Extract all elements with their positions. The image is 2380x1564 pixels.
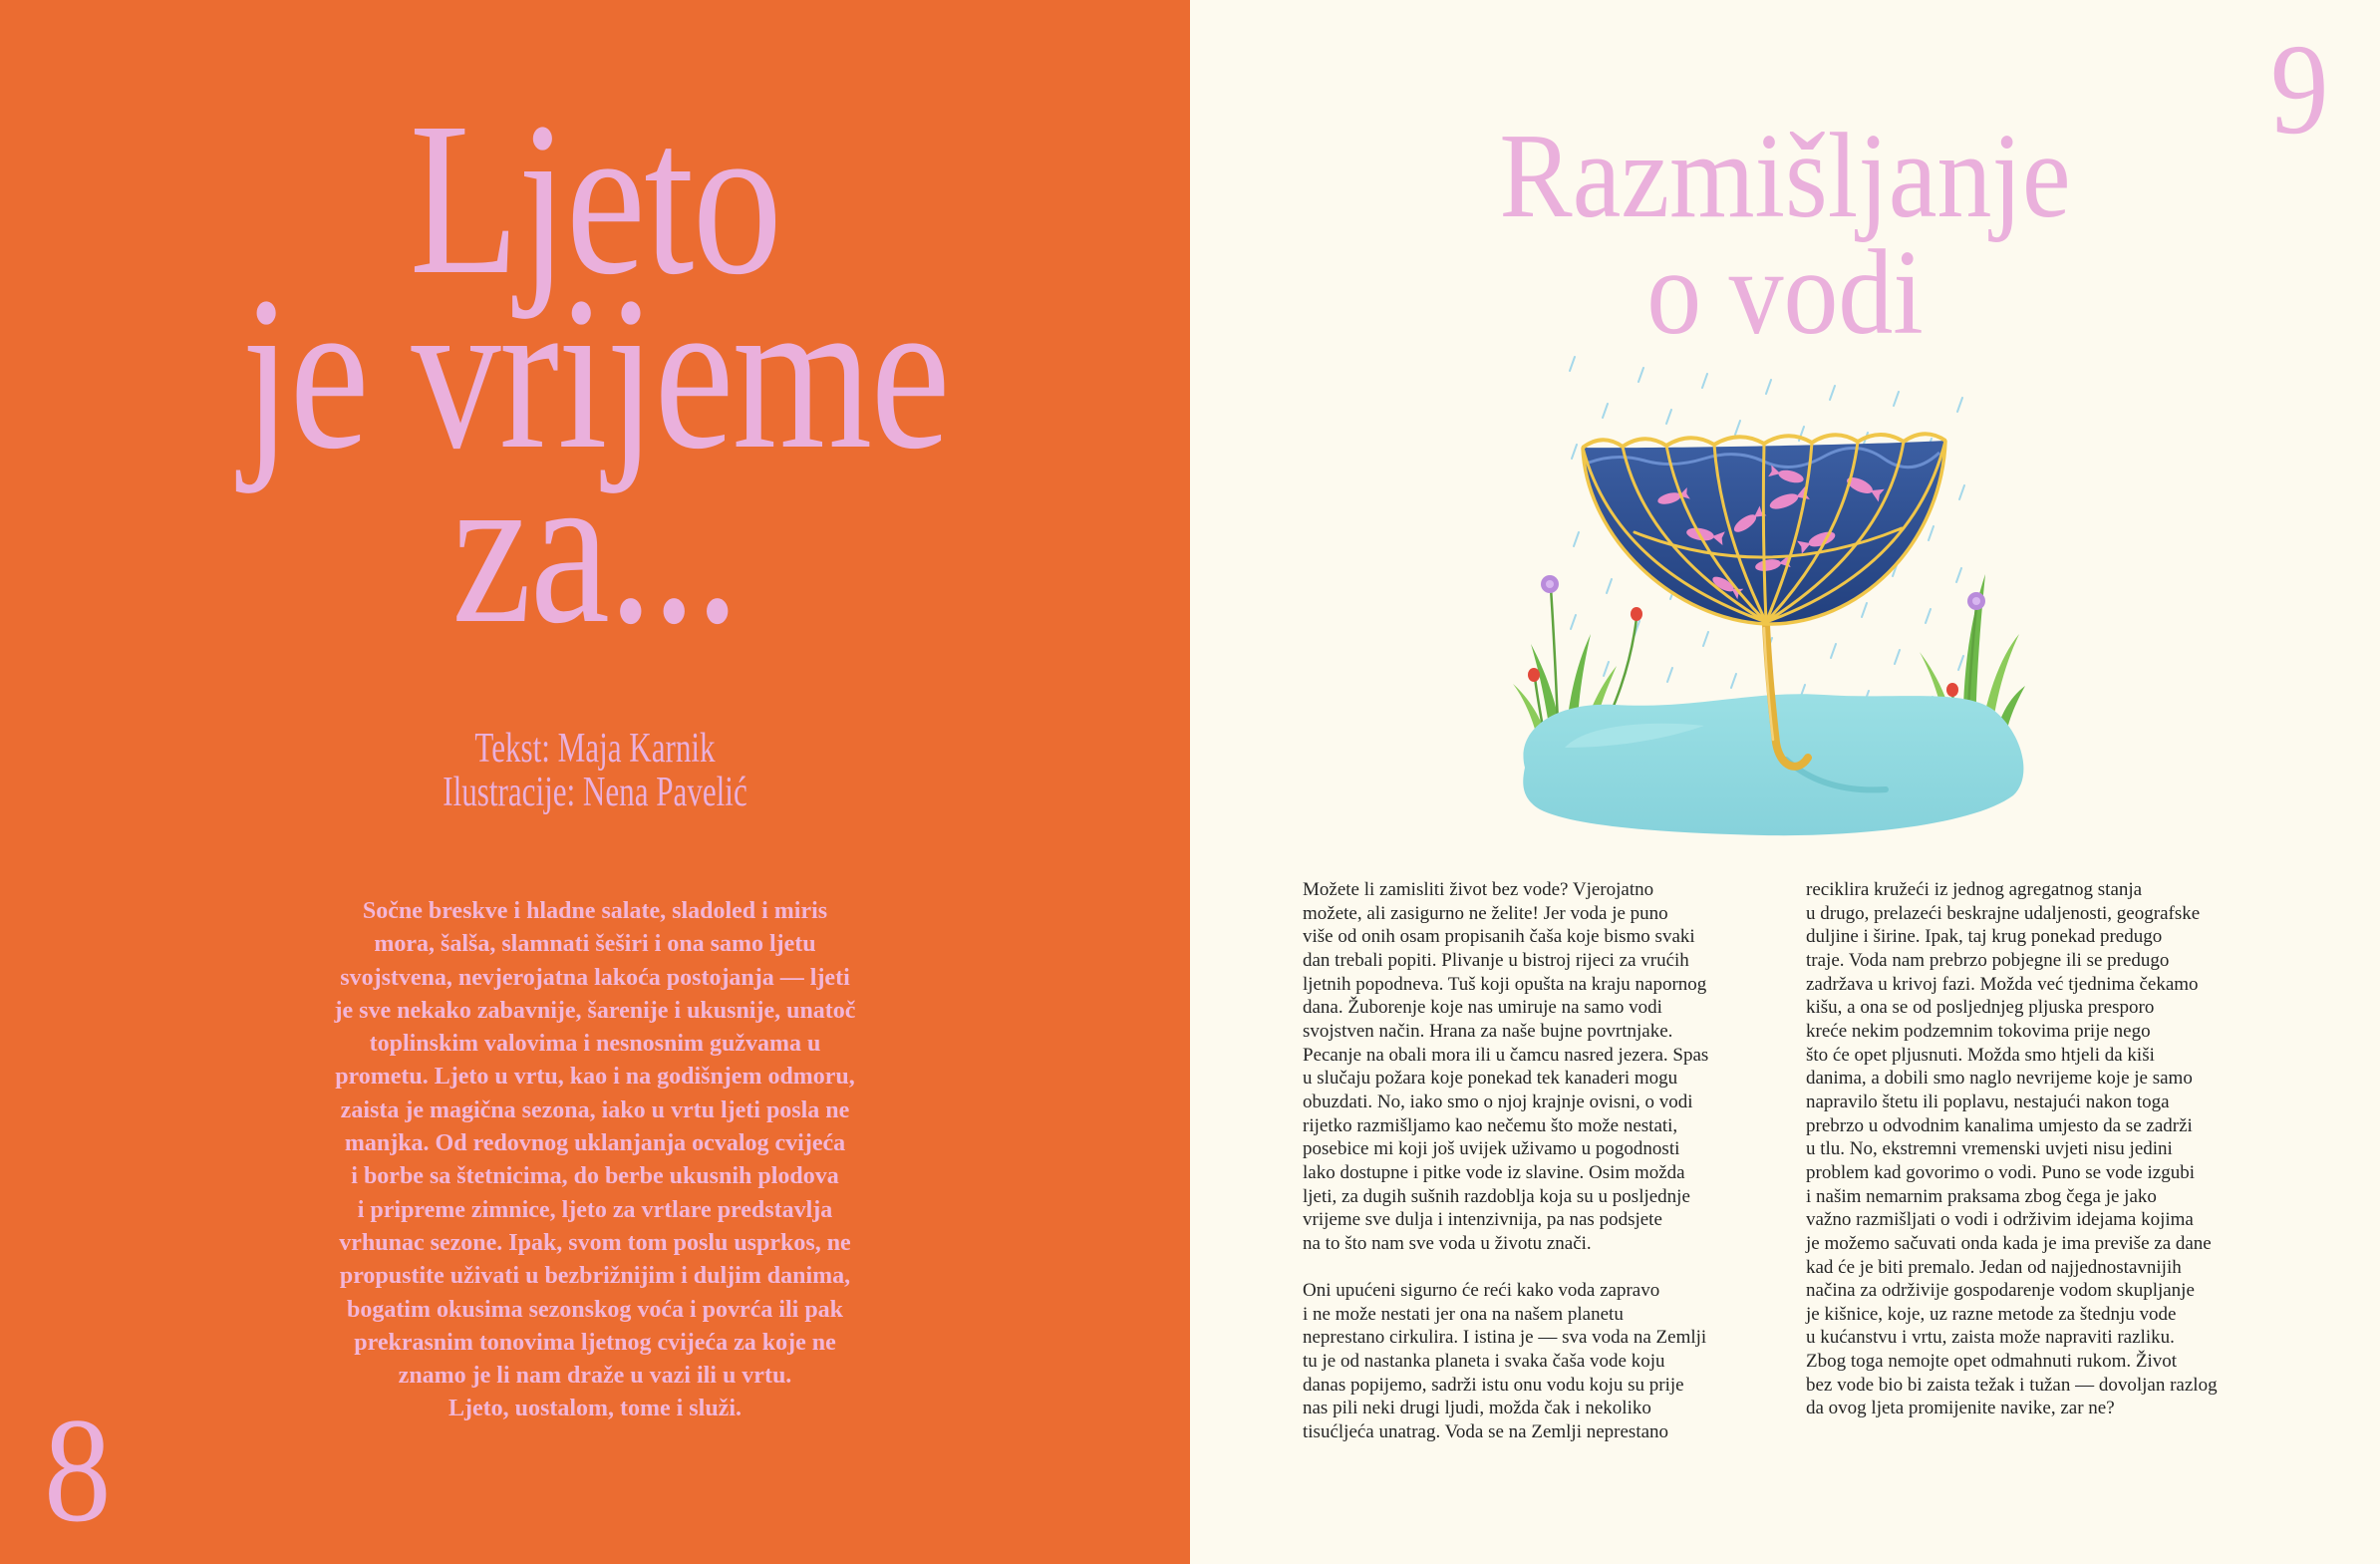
article-line: u drugo, prelazeći beskrajne udaljenosti, geografske (1806, 902, 2201, 924)
red-flower (1946, 683, 1958, 697)
title-line: o vodi (1646, 225, 1924, 360)
article-line: neprestano cirkulira. I istina je — sva voda na Zemlji (1303, 1327, 1707, 1349)
raindrop (1572, 445, 1577, 459)
raindrop (1667, 668, 1672, 682)
article-line: tisućljeća unatrag. Voda se na Zemlji neprestano (1303, 1421, 1669, 1443)
article-line: je možemo sačuvati onda kada je ima previše za dane (1806, 1232, 2212, 1254)
intro-line: vrhunac sezone. Ipak, svom tom poslu usprkos, ne (339, 1229, 851, 1256)
title-line: Razmišljanje (1499, 109, 2071, 243)
article-line: posebice mi koji još uvijek uživamo u pogodnosti (1303, 1138, 1680, 1160)
red-flower (1631, 607, 1642, 621)
raindrop (1929, 526, 1934, 540)
raindrop (1570, 357, 1575, 371)
intro-line: mora, šalša, slamnati šeširi i ona samo ljetu (374, 931, 816, 958)
article-line: u slučaju požara koje ponekad tek kanaderi mogu (1303, 1068, 1678, 1090)
raindrop (1603, 404, 1608, 418)
raindrop (1607, 579, 1612, 593)
article-column-2 (1806, 878, 2294, 1420)
intro-line: toplinskim valovima i nesnosnim gužvama u (369, 1031, 821, 1058)
intro-line: propustite uživati u bezbrižnijim i duljim danima, (339, 1263, 851, 1290)
raindrop (1957, 398, 1962, 412)
intro-line: prometu. Ljeto u vrtu, kao i na godišnjem odmoru, (335, 1064, 855, 1091)
article-line: Pecanje na obali mora ili u čamcu nasred jezera. Spas (1303, 1044, 1709, 1066)
article-line: Zbog toga nemojte opet odmahnuti rukom. Život (1806, 1351, 2178, 1373)
raindrop (1830, 386, 1835, 400)
title-line: Ljeto (409, 77, 781, 320)
article-line: bez vode bio bi zaista težak i tužan — dovoljan razlog (1806, 1374, 2218, 1396)
article-line: napravilo štetu ili poplavu, nestajući nakon toga (1806, 1091, 2170, 1112)
red-flower (1528, 668, 1540, 682)
raindrop (1571, 615, 1576, 629)
raindrop (1956, 568, 1961, 582)
right-page (1190, 0, 2380, 1564)
article-line: zadržava u krivoj fazi. Možda već tjednima čekamo (1806, 973, 2199, 995)
article-line: prebrzo u odvodnim kanalima umjesto da se zadrži (1806, 1114, 2193, 1136)
article-line: je kišnice, koje, uz razne metode za štednju vode (1806, 1303, 2177, 1325)
raindrop (1735, 421, 1740, 435)
article-line: problem kad govorimo o vodi. Puno se vode izgubi (1806, 1161, 2195, 1183)
article-paragraph (1806, 878, 2294, 1420)
title-line: za... (451, 426, 739, 669)
raindrop (1959, 485, 1964, 499)
purple-flower-center (1972, 597, 1980, 605)
intro-line: prekrasnim tonovima ljetnog cvijeća za koje ne (354, 1329, 836, 1356)
intro-line: manjka. Od redovnog uklanjanja ocvalog cvijeća (344, 1130, 846, 1157)
intro-line: Ljeto, uostalom, tome i služi. (448, 1396, 742, 1422)
article-line: više od onih osam propisanih čaša koje bismo svaki (1303, 926, 1695, 948)
article-line: obuzdati. No, iako smo o njoj krajnje ovisni, o vodi (1303, 1091, 1693, 1112)
raindrop (1731, 674, 1736, 688)
article-line: traje. Voda nam prebrzo pobjegne ili se predugo (1806, 949, 2170, 971)
credit-line: Tekst: Maja Karnik (474, 726, 716, 772)
raindrop (1766, 380, 1771, 394)
raindrop (1831, 644, 1836, 658)
article-line: kišu, a ona se od posljednjeg pljuska presporo (1806, 997, 2155, 1019)
umbrella-pond-illustration (1495, 349, 2053, 847)
article-line: tu je od nastanka planeta i svaka čaša vode koju (1303, 1351, 1665, 1373)
article-line: vrijeme sve dulja i intenzivnija, pa nas podsjete (1303, 1209, 1662, 1231)
credits (0, 727, 1190, 814)
article-line: u tlu. No, ekstremni vremenski uvjeti nisu jedini (1806, 1138, 2173, 1160)
article-line: reciklira kružeći iz jednog agregatnog stanja (1806, 879, 2143, 900)
raindrop (1702, 374, 1707, 388)
article-line: danas popijemo, sadrži istu onu vodu koju su prije (1303, 1374, 1684, 1396)
article-line: na to što nam sve voda u životu znači. (1303, 1232, 1592, 1254)
raindrop (1703, 632, 1708, 646)
article-line: možete, ali zasigurno ne želite! Jer voda je puno (1303, 902, 1668, 924)
intro-line: bogatim okusima sezonskog voća i povrća ili pak (346, 1296, 844, 1323)
intro-line: svojstvena, nevjerojatna lakoća postojanja — ljeti (340, 964, 850, 991)
credit-line: Ilustracije: Nena Pavelić (443, 770, 747, 815)
article-line: rijetko razmišljamo kao nečemu što može nestati, (1303, 1114, 1678, 1136)
article-line: što će opet pljusnuti. Možda smo htjeli da kiši (1806, 1044, 2155, 1066)
purple-flower-center (1546, 580, 1554, 588)
raindrop (1895, 650, 1900, 664)
article-line: Oni upućeni sigurno će reći kako voda zapravo (1303, 1280, 1660, 1302)
page-number-right: 9 (2270, 18, 2329, 161)
intro-line: je sve nekako zabavnije, šarenije i ukusnije, unatoč (334, 997, 856, 1024)
article-line: duljine i širine. Ipak, taj krug ponekad predugo (1806, 926, 2163, 948)
intro-line: i pripreme zimnice, ljeto za vrtlare predstavlja (357, 1196, 833, 1223)
page-number-left: 8 (44, 1388, 112, 1553)
article-line: načina za održivije gospodarenje vodom skupljanje (1806, 1280, 2195, 1302)
article-line: kreće nekim podzemnim tokovima prije nego (1806, 1020, 2151, 1042)
title-line: je vrijeme (241, 251, 949, 494)
raindrop (1604, 662, 1609, 676)
left-page-title (0, 77, 1190, 669)
raindrop (1666, 410, 1671, 424)
intro-line: i borbe sa štetnicima, do berbe ukusnih plodova (351, 1163, 839, 1190)
article-line: ljeti, za dugih sušnih razdoblja koja su u posljednje (1303, 1185, 1690, 1207)
article-line: da ovog ljeta promijenite navike, zar ne? (1806, 1398, 2115, 1419)
article-line: i ne može nestati jer ona na našem planetu (1303, 1303, 1624, 1325)
article-line: danima, a dobili smo naglo nevrijeme koje je samo (1806, 1068, 2193, 1090)
intro-line: znamo je li nam draže u vazi ili u vrtu. (398, 1363, 792, 1390)
article-line: važno razmišljati o vodi i održivim idejama kojima (1806, 1209, 2194, 1231)
article-column-1 (1303, 878, 1771, 1444)
article-paragraph (1303, 878, 1771, 1256)
intro-paragraph (0, 895, 1190, 1426)
raindrop (1958, 656, 1963, 670)
raindrop (1638, 368, 1643, 382)
raindrop (1894, 392, 1899, 406)
article-line: u kućanstvu i vrtu, zaista može napraviti razliku. (1806, 1327, 2175, 1349)
article-line: i našim nemarnim praksama zbog čega je jako (1806, 1185, 2157, 1207)
intro-line: Sočne breskve i hladne salate, sladoled i miris (362, 898, 828, 924)
article-line: dana. Žuborenje koje nas umiruje na samo vodi (1303, 997, 1662, 1019)
article-paragraph (1303, 1279, 1771, 1444)
raindrop (1574, 532, 1579, 546)
raindrop (1862, 603, 1867, 617)
article-line: svojstven način. Hrana za naše bujne povrtnjake. (1303, 1020, 1673, 1042)
article-line: Možete li zamisliti život bez vode? Vjerojatno (1303, 879, 1654, 900)
article-line: dan trebali popiti. Plivanje u bistroj rijeci za vrućih (1303, 949, 1689, 971)
intro-line: zaista je magična sezona, iako u vrtu ljeti posla ne (340, 1096, 850, 1123)
right-page-title (1190, 109, 2380, 360)
article-line: ljetnih popodneva. Tuš koji opušta na kraju napornog (1303, 973, 1707, 995)
article-line: nas pili neki drugi ljudi, možda čak i nekoliko (1303, 1398, 1651, 1419)
article-line: lako dostupne i pitke vode iz slavine. Osim možda (1303, 1161, 1685, 1183)
raindrop (1926, 609, 1931, 623)
article-line: kad će je biti premalo. Jedan od najjednostavnijih (1806, 1256, 2182, 1278)
